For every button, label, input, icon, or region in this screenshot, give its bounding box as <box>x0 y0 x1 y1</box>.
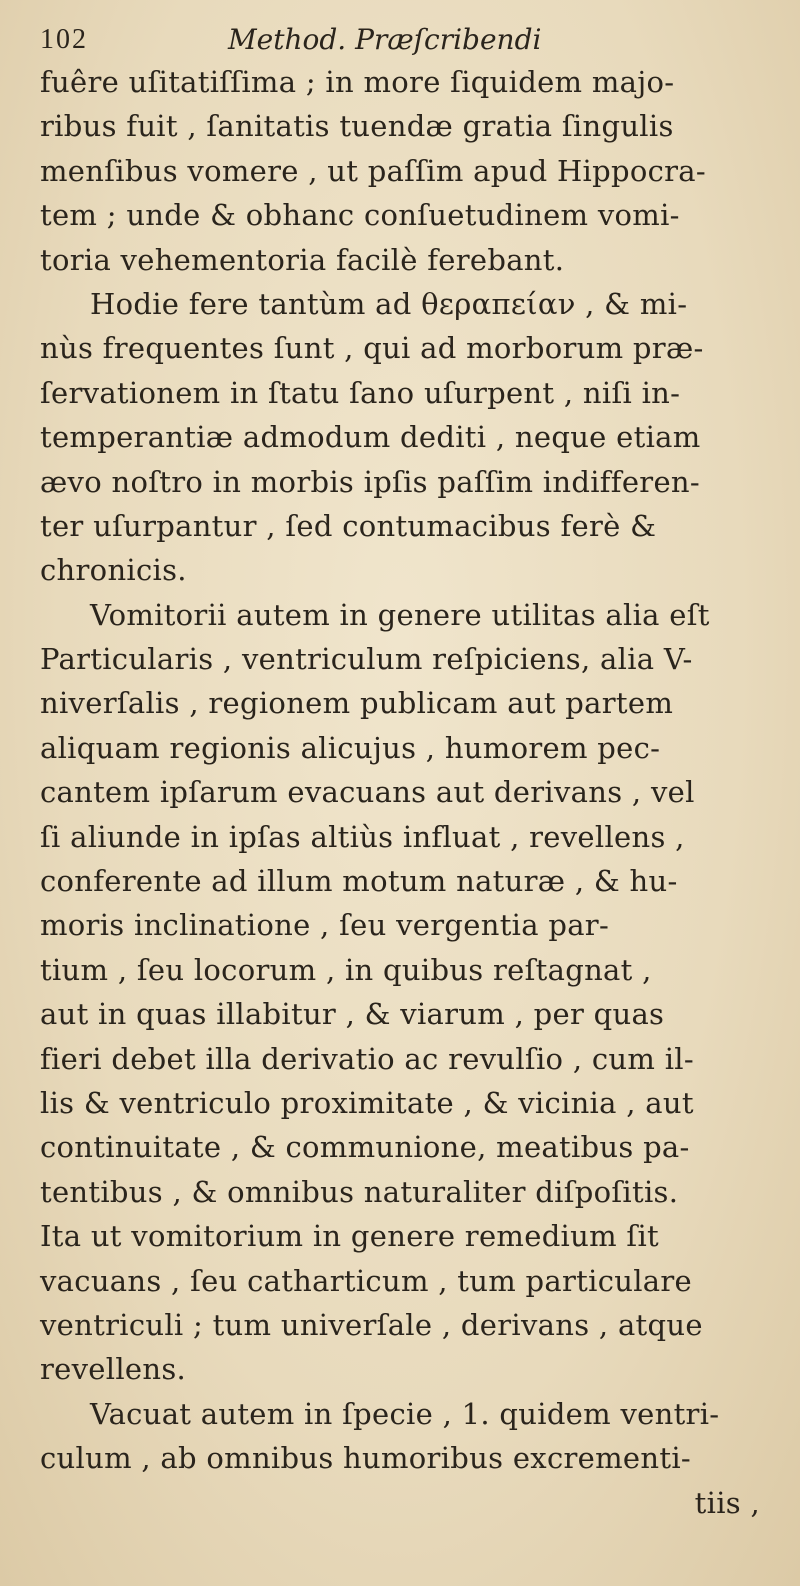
text-line: ſervationem in ſtatu ſano uſurpent , niſi in- <box>40 375 681 410</box>
text-line: ævo noſtro in morbis ipſis paſſim indifferen- <box>40 464 700 499</box>
text-line: Ita ut vomitorium in genere remedium ſit <box>40 1219 659 1254</box>
paragraph-start-line: Hodie fere tantùm ad θεραπείαν , & mi- <box>90 286 688 321</box>
running-head: Method. Præſcribendi <box>228 23 542 56</box>
text-line: vacuans , ſeu catharticum , tum particulare <box>40 1263 693 1298</box>
text-line: cantem ipſarum evacuans aut derivans , vel <box>40 775 695 810</box>
text-line: conferente ad illum motum naturæ , & hu- <box>40 864 678 899</box>
text-line: temperantiæ admodum dediti , neque etiam <box>40 420 701 455</box>
text-line: tium , ſeu locorum , in quibus reſtagnat , <box>40 952 652 987</box>
text-line: nùs frequentes ſunt , qui ad morborum præ- <box>40 331 704 366</box>
page-header <box>40 20 760 60</box>
text-line: menſibus vomere , ut paſſim apud Hippocra- <box>40 153 706 188</box>
text-line: chronicis. <box>40 553 187 588</box>
text-line: niverſalis , regionem publicam aut partem <box>40 686 674 721</box>
text-line: culum , ab omnibus humoribus excrementi- <box>40 1441 691 1476</box>
text-line: aut in quas illabitur , & viarum , per quas <box>40 997 665 1032</box>
paragraph-start-line: Vacuat autem in ſpecie , 1. quidem ventri- <box>90 1396 720 1431</box>
text-line: moris inclinatione , ſeu vergentia par- <box>40 908 610 943</box>
text-line: lis & ventriculo proximitate , & vicinia , aut <box>40 1085 694 1120</box>
text-line: ſi aliunde in ipſas altiùs influat , revellens , <box>40 819 685 854</box>
page-number: 102 <box>40 24 88 55</box>
text-line: tentibus , & omnibus naturaliter diſpoſitis. <box>40 1174 679 1209</box>
text-line: ribus fuit , ſanitatis tuendæ gratia ſingulis <box>40 109 674 144</box>
catchword: tiis , <box>694 1485 760 1520</box>
text-line: continuitate , & communione, meatibus pa- <box>40 1130 690 1165</box>
text-line: tem ; unde & obhanc conſuetudinem vomi- <box>40 198 680 233</box>
text-line: aliquam regionis alicujus , humorem pec- <box>40 730 661 765</box>
text-line: fieri debet illa derivatio ac revulſio , cum il- <box>40 1041 694 1076</box>
body-text <box>40 60 780 1525</box>
text-line: ter uſurpantur , ſed contumacibus ferè & <box>40 508 657 543</box>
text-line: Particularis , ventriculum reſpiciens, alia V- <box>40 642 693 677</box>
text-line: revellens. <box>40 1352 187 1387</box>
text-line: toria vehementoria facilè ferebant. <box>40 242 565 277</box>
text-line: ventriculi ; tum univerſale , derivans , atque <box>40 1307 703 1342</box>
paragraph-start-line: Vomitorii autem in genere utilitas alia eſt <box>90 597 710 632</box>
text-line: fuêre uſitatiſſima ; in more ſiquidem majo- <box>40 65 675 99</box>
